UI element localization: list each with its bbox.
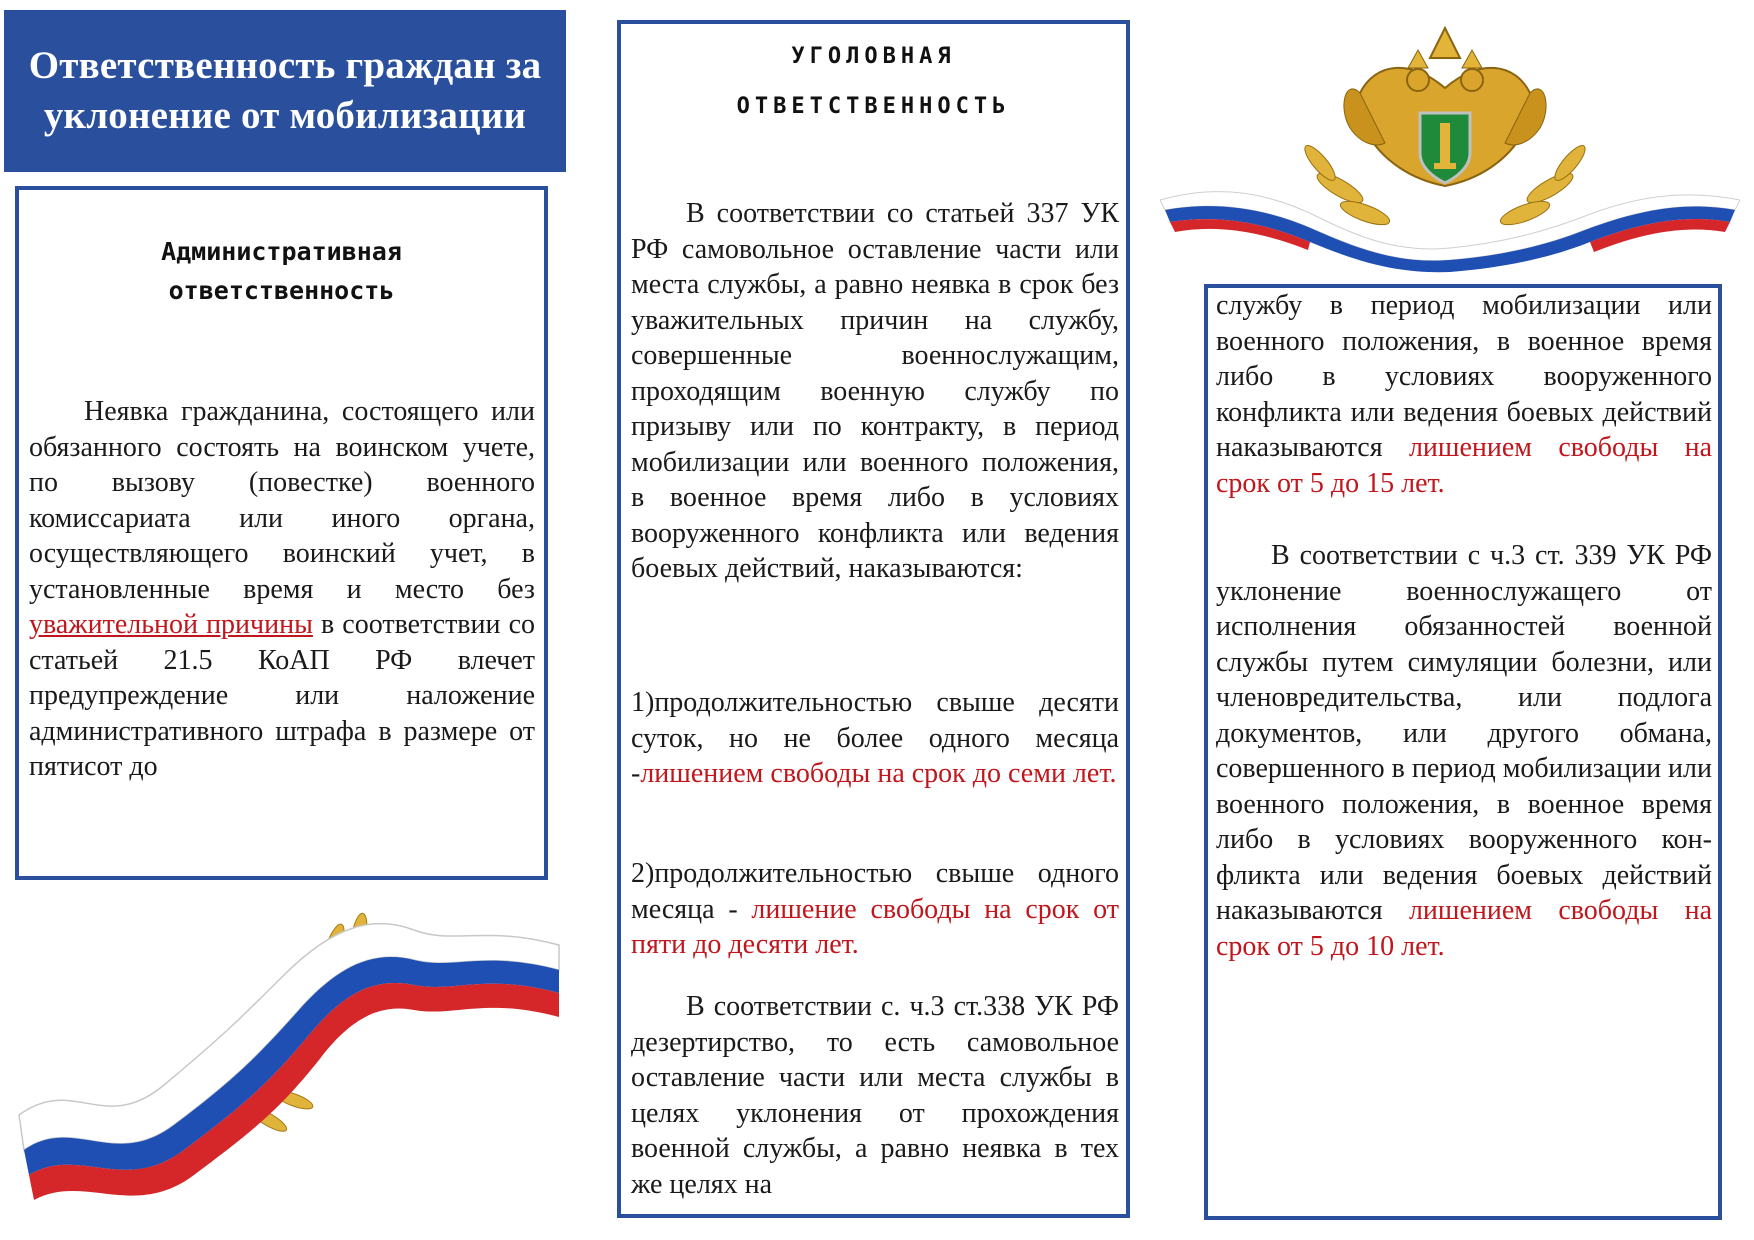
penalty-item-1-red: лишением свободы на срок до семи лет. (640, 758, 1117, 789)
criminal-liability-panel (617, 20, 1130, 1218)
continuation-panel (1204, 284, 1722, 1220)
valid-reason-link[interactable]: уважительной причины (29, 609, 313, 640)
title-banner (4, 10, 566, 172)
penalty-item-1-text: 1)продолжительностью свыше десяти суток, но не более одного месяца - (631, 687, 1119, 789)
article-338-continuation (1216, 288, 1712, 501)
admin-heading (19, 232, 544, 310)
admin-heading-line2: ответственность (168, 276, 395, 305)
article-338-continuation-text: службу в период мобилизации или военного положения, в военное время либо в условиях вооруженного конфликта или ведения боевых действий наказываются (1216, 290, 1712, 463)
double-headed-eagle (1344, 28, 1546, 186)
article-338-text: В соответствии с. ч.3 ст.338 УК РФ дезертирство, то есть самовольное оставление части или места службы в целях уклонения от прохождения военной службы, а равно неявка в тех же целях на (631, 991, 1119, 1200)
penalty-item-2-red: лишение свободы на срок от пяти до десяти лет. (631, 893, 1119, 960)
article-339-text (1216, 538, 1712, 964)
admin-text (29, 394, 535, 785)
emblem-ribbon (1160, 192, 1740, 273)
article-339-text-body: В соответствии с ч.3 ст. 339 УК РФ уклонение военнослужащего от исполнения обязанностей военной службы путем симуляции болезни, или членовредительства, или подлога документов, или другого обмана, совершенного в период мобилизации или военного положения, в военное время либо в условиях вооруженного конфликта или ведения боевых действий наказываются (1216, 540, 1713, 926)
admin-liability-panel (15, 186, 548, 880)
admin-heading-line1: Административная (161, 237, 402, 266)
penalty-item-2-text: 2)продолжительностью свыше одного месяца - (631, 858, 1119, 925)
article-339-penalty-red: лишением свободы на срок от 5 до 10 лет. (1216, 895, 1713, 962)
page-title: Ответственность граждан за уклонение от мобилизации (28, 44, 542, 137)
article-337-text: В соответствии со статьей 337 УК РФ самовольное оставление части или места службы, а равно неявка в срок без уважительных причин на службу, совершенные военнослужащим, проходящим военную службу по призыву или по контракту, в период мобилизации или военного положения, в военное время либо в условиях вооруженного конфликта или ведения боевых действий, наказываются: (631, 198, 1119, 584)
admin-text-part1: Неявка гражданина, состоящего или обязанного состоять на воинском учете, по вызову (повестке) военного комиссариата или иного органа, осуществляющего воинский учет, в установленные время и место без (29, 396, 535, 605)
criminal-heading-line2: ОТВЕТСТВЕННОСТЬ (736, 94, 1011, 119)
criminal-heading-line1: УГОЛОВНАЯ (791, 44, 956, 69)
emblem-icon (1160, 18, 1740, 273)
flag-ribbon-icon (14, 905, 569, 1205)
admin-text-part2: в соответствии со статьей 21.5 КоАП РФ влечет предупреждение или наложение административного штрафа в размере от пятисот до (29, 609, 535, 782)
penalty-item-1 (631, 685, 1119, 792)
penalty-item-2 (631, 856, 1119, 963)
article-338-penalty-red: лишением свободы на срок от 5 до 15 лет. (1216, 432, 1713, 499)
criminal-heading (621, 32, 1126, 132)
